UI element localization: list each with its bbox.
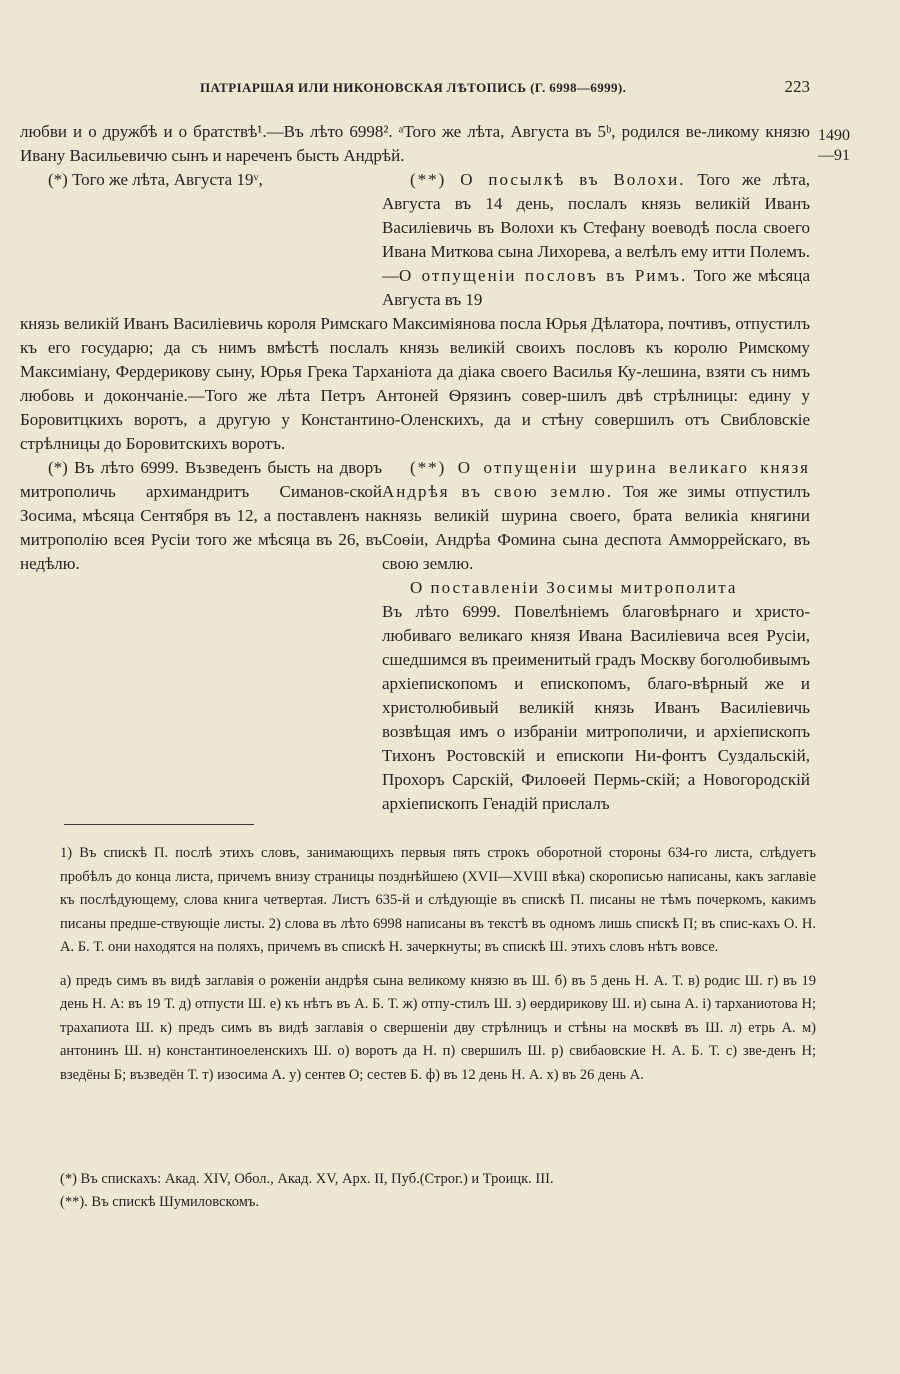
entry-text: Того же лѣта, Августа въ 14 день, послалъ князь великій Иванъ Василіевичь въ Волохи къ Стефану воеводѣ посла своего Ивана Миткова сына Лихорева, а велѣлъ ему итти Полемъ.— (382, 170, 810, 285)
variant-right-1 (382, 168, 810, 312)
entry-text: Въ лѣто 6999. Повелѣніемъ благовѣрнаго и христо-любиваго великаго князя Ивана Василіевича всея Русіи, сшедшимся въ преименитый градъ Москву боголюбивымъ архіепископомъ и епископомъ, благо-вѣрный же и христолюбивый великій князь Иванъ Василіевичь возвѣщая имъ о избраніи митрополичи, и архіепископъ Тихонъ Ростовскій и епископи Ни-фонтъ Суздальскій, Прохоръ Сарскій, Филоѳей Пермь-скій; а Новогородскій архіепископъ Генадій прислалъ (382, 602, 810, 813)
chronicle-text (20, 120, 810, 816)
margin-year-line1: 1490 (818, 127, 850, 144)
footnote-divider (64, 824, 254, 825)
footnotes (60, 842, 816, 1097)
entry-heading: (**) О посылкѣ въ Волохи. (410, 170, 686, 189)
running-header (200, 77, 810, 96)
continuation-paragraph: князь великій Иванъ Василіевичь короля Римскаго Максиміянова посла Юрья Дѣлатора, почтивъ, отпустилъ къ его государю; да съ нимъ вмѣстѣ послалъ князь великій своихъ пословъ къ королю Римскому Максиміану, Фердерикову сыну, Юрья Грека Тарханіота да діака своего Василья Ку-лешина, взяти съ нимъ любовь и докончаніе.—Того же лѣта Петръ Антоней Ѳрязинъ совер-шилъ двѣ стрѣлницы: едину у Боровитцкихъ воротъ, а другую у Константино-Оленскихъ, да и стѣну совершилъ отъ Свибловскіе стрѣлницы до Боровитскихъ воротъ. (20, 314, 810, 453)
source-notes (60, 1168, 816, 1214)
margin-year (816, 126, 850, 166)
source-note-1: (*) Въ спискахъ: Акад. XIV, Обол., Акад. XV, Арх. II, Пуб.(Строг.) и Троицк. III. (60, 1171, 554, 1187)
running-title: ПАТРІАРШАЯ ИЛИ НИКОНОВСКАЯ ЛѢТОПИСЬ (Г. 6998—6999). (200, 80, 627, 95)
entry-text: Тоя же зимы отпустилъ князь великій шурина своего, брата великіа княгини Соѳіи, Андрѣа Фомина сына деспота Амморрейскаго, въ свою землю. (382, 482, 810, 573)
page-number: 223 (784, 77, 810, 96)
variant-left-1: (*) Того же лѣта, Августа 19ᵛ, (48, 170, 263, 189)
margin-year-line2: —91 (818, 147, 850, 164)
parallel-columns-1 (20, 168, 810, 312)
entry-heading: (**) О отпущеніи шурина великаго князя Андрѣя въ свою землю. (382, 458, 810, 501)
opening-paragraph: любви и о дружбѣ и о братствѣ¹.—Въ лѣто 6998². ᵃТого же лѣта, Августа въ 5ᵇ, родился ве-ликому князю Ивану Васильевичю сынъ и нареченъ бысть Андрѣй. (20, 122, 810, 165)
entry-heading: О поставленіи Зосимы митрополита (410, 578, 738, 597)
footnote-1: 1) Въ спискѣ П. послѣ этихъ словъ, занимающихъ первыя пять строкъ оборотной стороны 634-го листа, слѣдуетъ пробѣлъ до конца листа, причемъ внизу страницы позднѣйшею (XVII—XVIII вѣка) скорописью написаны, какъ заглавіе къ послѣдующему, слова книга четвертая. Листъ 635-й и слѣдующіе въ спискѣ П. писаны не тѣмъ почеркомъ, какимъ писаны предше-ствующіе листы. 2) слова въ лѣто 6998 написаны въ текстѣ въ одномъ лишь спискѣ П; въ спис-кахъ О. Н. А. Б. Т. они находятся на поляхъ, причемъ въ спискѣ Н. зачеркнуты; въ спискѣ Ш. этихъ словъ нѣтъ вовсе. (60, 845, 816, 955)
parallel-columns-2 (20, 456, 810, 816)
variant-right-2 (382, 456, 810, 816)
entry-text: Того же мѣсяца Августа въ 19 (382, 266, 811, 309)
footnote-variants: а) предъ симъ въ видѣ заглавія о роженіи андрѣя сына великому князю въ Ш. б) въ 5 день Н. А. Т. в) родис Ш. г) въ 19 день Н. А: въ 19 Т. д) отпусти Ш. е) къ нѣтъ въ А. Б. Т. ж) отпу-стилъ Ш. з) ѳердирикову Ш. и) сына А. і) тарханиотова Н; трахапиота Ш. к) предъ симъ въ видѣ заглавія о свершеніи дву стрѣлницъ и стѣны на москвѣ въ Ш. л) етрь А. м) антонинъ Ш. н) константиноеленскихъ Ш. о) воротъ да Н. п) свершилъ Ш. р) свибаовские Н. А. Б. Т. с) зве-денъ Н; взедёны Б; възведён Т. т) изосима А. у) сентев О; сестев Б. ф) въ 12 день Н. А. х) въ 26 день А. (60, 972, 816, 1083)
source-note-2: (**). Въ спискѣ Шумиловскомъ. (60, 1194, 260, 1210)
variant-left-2: (*) Въ лѣто 6999. Възведенъ бысть на дворъ митрополичь архимандритъ Симанов-ской Зосима, мѣсяца Сентября въ 12, а поставленъ на митрополію всея Русіи того же мѣсяца въ 26, въ недѣлю. (20, 458, 382, 573)
entry-heading: О отпущеніи пословъ въ Римъ. (399, 266, 688, 285)
